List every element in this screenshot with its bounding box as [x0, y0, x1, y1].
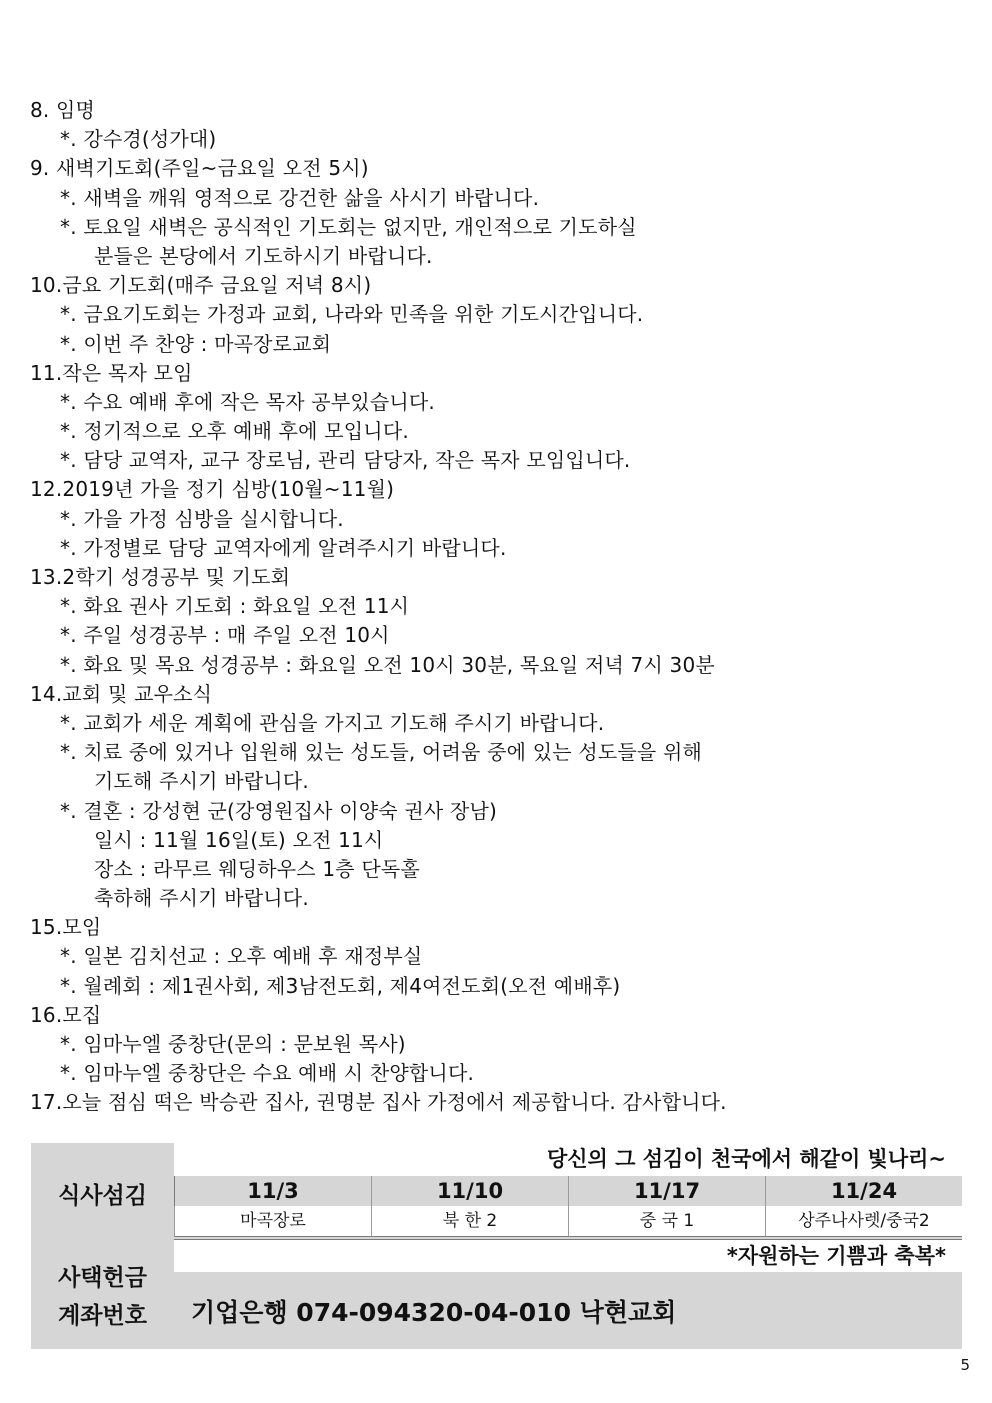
announcement-item: *. 정기적으로 오후 예배 후에 모입니다.	[60, 419, 409, 444]
offering-note: *자원하는 기쁨과 축복*	[174, 1239, 962, 1272]
announcement-item: *. 일본 김치선교 : 오후 예배 후 재정부실	[60, 944, 423, 969]
announcement-item: 분들은 본당에서 기도하시기 바랍니다.	[94, 243, 433, 268]
section-heading: 10.금요 기도회(매주 금요일 저녁 8시)	[30, 273, 372, 298]
date-row	[174, 1176, 962, 1206]
slogan: 당신의 그 섬김이 천국에서 해같이 빛나리~	[174, 1143, 962, 1176]
announcement-item: 장소 : 라무르 웨딩하우스 1층 단독홀	[94, 856, 420, 881]
announcement-list	[30, 96, 970, 1118]
section-heading: 16.모집	[30, 1002, 102, 1027]
date-cell: 11/17	[568, 1176, 765, 1206]
section-heading: 14.교회 및 교우소식	[30, 681, 213, 706]
announcement-item: *. 화요 권사 기도회 : 화요일 오전 11시	[60, 594, 410, 619]
announcement-item: *. 결혼 : 강성현 군(강영원집사 이양숙 권사 장남)	[60, 798, 497, 823]
section-heading: 17.오늘 점심 떡은 박승관 집사, 권명분 집사 가정에서 제공합니다. 감사합니다.	[30, 1090, 727, 1115]
date-cell: 11/10	[371, 1176, 568, 1206]
announcement-item: *. 강수경(성가대)	[60, 127, 217, 152]
announcement-item: *. 토요일 새벽은 공식적인 기도회는 없지만, 개인적으로 기도하실	[60, 214, 637, 239]
announcement-item: *. 이번 주 찬양 : 마곡장로교회	[60, 331, 332, 356]
team-cell: 마곡장로	[174, 1206, 371, 1237]
team-cell: 중 국 1	[568, 1206, 765, 1237]
announcement-item: *. 교회가 세운 계획에 관심을 가지고 기도해 주시기 바랍니다.	[60, 710, 605, 735]
team-cell: 북 한 2	[371, 1206, 568, 1237]
announcement-item: *. 월례회 : 제1권사회, 제3남전도회, 제4여전도회(오전 예배후)	[60, 973, 621, 998]
announcement-item: *. 수요 예배 후에 작은 목자 공부있습니다.	[60, 389, 435, 414]
announcement-item: *. 임마누엘 중창단(문의 : 문보원 목사)	[60, 1032, 406, 1056]
section-heading: 12.2019년 가을 정기 심방(10월~11월)	[30, 477, 395, 502]
team-cell: 상주나사렛/중국2	[765, 1206, 962, 1237]
offering-label: 사택헌금	[58, 1265, 147, 1291]
announcement-item: 축하해 주시기 바랍니다.	[94, 886, 309, 911]
section-heading: 11.작은 목자 모임	[30, 360, 193, 385]
date-cell: 11/3	[174, 1176, 371, 1206]
meal-schedule-table	[174, 1176, 962, 1237]
announcement-item: 일시 : 11월 16일(토) 오전 11시	[94, 827, 384, 852]
announcement-item: *. 가정별로 담당 교역자에게 알려주시기 바랍니다.	[60, 535, 507, 560]
section-heading: 9. 새벽기도회(주일~금요일 오전 5시)	[30, 156, 369, 181]
account-number: 기업은행 074-094320-04-010 낙현교회	[191, 1298, 677, 1327]
announcement-item: *. 가을 가정 심방을 실시합니다.	[60, 506, 344, 531]
announcement-item: *. 임마누엘 중창단은 수요 예배 시 찬양합니다.	[60, 1061, 475, 1086]
page-number: 5	[960, 1356, 970, 1374]
section-heading: 8. 임명	[30, 98, 96, 122]
footer-box	[31, 1143, 962, 1349]
date-cell: 11/24	[765, 1176, 962, 1206]
announcement-item: *. 담당 교역자, 교구 장로님, 관리 담당자, 작은 목자 모임입니다.	[60, 448, 631, 473]
meal-service-label: 식사섬김	[58, 1183, 147, 1209]
announcement-item: *. 새벽을 깨워 영적으로 강건한 삶을 사시기 바랍니다.	[60, 185, 540, 210]
section-heading: 13.2학기 성경공부 및 기도회	[30, 565, 291, 589]
announcement-item: 기도해 주시기 바랍니다.	[94, 769, 309, 794]
announcement-item: *. 화요 및 목요 성경공부 : 화요일 오전 10시 30분, 목요일 저녁 7시 30분	[60, 652, 715, 677]
team-row	[174, 1206, 962, 1237]
section-heading: 15.모임	[30, 915, 102, 940]
announcement-item: *. 치료 중에 있거나 입원해 있는 성도들, 어려움 중에 있는 성도들을 위해	[60, 740, 703, 765]
account-label: 계좌번호	[58, 1303, 147, 1329]
announcement-item: *. 금요기도회는 가정과 교회, 나라와 민족을 위한 기도시간입니다.	[60, 302, 644, 327]
announcement-item: *. 주일 성경공부 : 매 주일 오전 10시	[60, 623, 390, 648]
